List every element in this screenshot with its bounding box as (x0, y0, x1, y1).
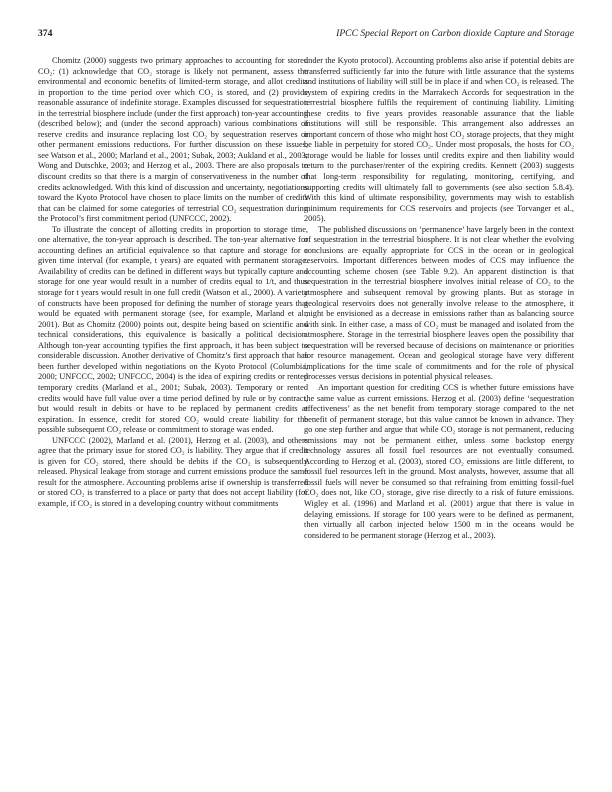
page-number: 374 (38, 28, 53, 39)
paragraph: To illustrate the concept of allotting credits in proportion to storage time, one alternative, the ton-year approach is described. The ton-year alternative for accounting defines an artificial equivalence so that capture and storage for a given time interval (for example, t years) are equated with permanent storage. Availability of credits can be defined in different ways but typically capture and storage for one year would result in a number of credits equal to 1/t, and thus storage for t years would result in one full credit (Watson et al., 2000). A variety of constructs have been proposed for defining the number of storage years that would be equated with permanent storage (see, for example, Marland et al., 2001). But as Chomitz (2000) points out, despite being based on scientific and technical considerations, this equivalence is basically a political decision. Although ton-year accounting typifies the first approach, it has been subject to considerable discussion. Another derivative of Chomitz’s first approach that has been further developed within negotiations on the Kyoto Protocol (Columbia, 2000; UNFCCC, 2002; UNFCCC, 2004) is the idea of expiring credits or rented temporary credits (Marland et al., 2001; Subak, 2003). Temporary or rented credits would have full value over a time period defined by rule or by contract, but would result in debits or have to be replaced by permanent credits at expiration. In essence, credit for stored CO₂ would create liability for the possible subsequent CO₂ release or commitment to storage was ended. (38, 224, 308, 435)
paragraph: The published discussions on ‘permanence’ have largely been in the context of sequestration in the terrestrial biosphere. It is not clear whether the evolving conclusions are equally appropriate for CCS in the ocean or in geological reservoirs. Important differences between modes of CCS may influence the accounting scheme chosen (see Table 9.2). An apparent distinction is that sequestration in the terrestrial biosphere involves initial release of CO₂ to the atmosphere and subsequent removal by growing plants. But as storage in geological reservoirs does not generally involve release to the atmosphere, it might be envisioned as a decrease in emissions rather than as balancing source with sink. In either case, a mass of CO₂ must be managed and isolated from the atmosphere. Storage in the terrestrial biosphere leaves open the possibility that sequestration will be reversed because of decisions on maintenance or priorities for resource management. Ocean and geological storage have very different implications for the time scale of commitments and for the role of physical processes versus decisions in potential physical releases. (304, 224, 574, 382)
page-header (38, 28, 574, 42)
right-column (304, 56, 574, 541)
running-title: IPCC Special Report on Carbon dioxide Capture and Storage (336, 28, 574, 39)
paragraph: Chomitz (2000) suggests two primary approaches to accounting for stored CO₂: (1) acknowledge that CO₂ storage is likely not permanent, assess the environmental and economic benefits of limited-term storage, and allot credits in proportion to the time period over which CO₂ is stored, and (2) provide reasonable assurance of indefinite storage. Examples discussed for sequestration in the terrestrial biosphere include (under the first approach) ton-year accounting (described below); and (under the second approach) various combinations of reserve credits and insurance replacing lost CO₂ by sequestration reserves or other permanent emissions reductions. For further discussion on these issues, see Watson et al., 2000; Marland et al., 2001; Subak, 2003; Aukland et al., 2003; Wong and Dutschke, 2003; and Herzog et al., 2003. There are also proposals to discount credits so that there is a margin of conservativeness in the number of credits acknowledged. With this kind of discussion and uncertainty, negotiations toward the Kyoto Protocol have chosen to place limits on the number of credits that can be claimed for some categories of terrestrial CO₂ sequestration during the Protocol’s first commitment period (UNFCCC, 2002). (38, 56, 308, 224)
paragraph: An important question for crediting CCS is whether future emissions have the same value as current emissions. Herzog et al. (2003) define ‘sequestration effectiveness’ as the net benefit from temporary storage compared to the net benefit of permanent storage, but this value cannot be known in advance. They go one step further and argue that while CO₂ storage is not permanent, reducing emissions may not be permanent either, unless some backstop energy technology assures all fossil fuel resources are not eventually consumed. According to Herzog et al. (2003), stored CO₂ emissions are little different, to fossil fuel resources left in the ground. Most analysts, however, assume that all fossil fuels will never be consumed so that refraining from emitting fossil-fuel CO₂ does not, like CO₂ storage, give rise directly to a risk of future emissions. Wigley et al. (1996) and Marland et al. (2001) argue that there is value in delaying emissions. If storage for 100 years were to be defined as permanent, then virtually all carbon injected below 1500 m in the oceans would be considered to be permanent storage (Herzog et al., 2003). (304, 382, 574, 540)
paragraph: UNFCCC (2002), Marland et al. (2001), Herzog et al. (2003), and others agree that the primary issue for stored CO₂ is liability. They argue that if credit is given for CO₂ stored, there should be debits if the CO₂ is subsequently released. Physical leakage from storage and current emissions produce the same result for the atmosphere. Accounting problems arise if ownership is transferred or stored CO₂ is transferred to a place or party that does not accept liability (for example, if CO₂ is stored in a developing country without commitments (38, 435, 308, 508)
left-column (38, 56, 308, 510)
paragraph: under the Kyoto protocol). Accounting problems also arise if potential debits are transferred sufficiently far into the future with little assurance that the systems and institutions of liability will still be in place if and when CO₂ is released. The system of expiring credits in the Marrakech Accords for sequestration in the terrestrial biosphere fulfils the requirement of continuing liability. Limiting these credits to five years provides reasonable assurance that the liable institutions will still be responsible. This arrangement also addresses an important concern of those who might host CO₂ storage projects, that they might be liable in perpetuity for stored CO₂. Under most proposals, the hosts for CO₂ storage would be liable for losses until credits expire and then liability would return to the purchaser/renter of the expiring credits. Kennett (2003) suggests that long-term responsibility for regulating, monitoring, certifying, and supporting credits will ultimately fall to governments (see also section 5.8.4). With this kind of ultimate responsibility, governments may wish to establish minimum requirements for CCS reservoirs and projects (see Torvanger et al., 2005). (304, 56, 574, 224)
